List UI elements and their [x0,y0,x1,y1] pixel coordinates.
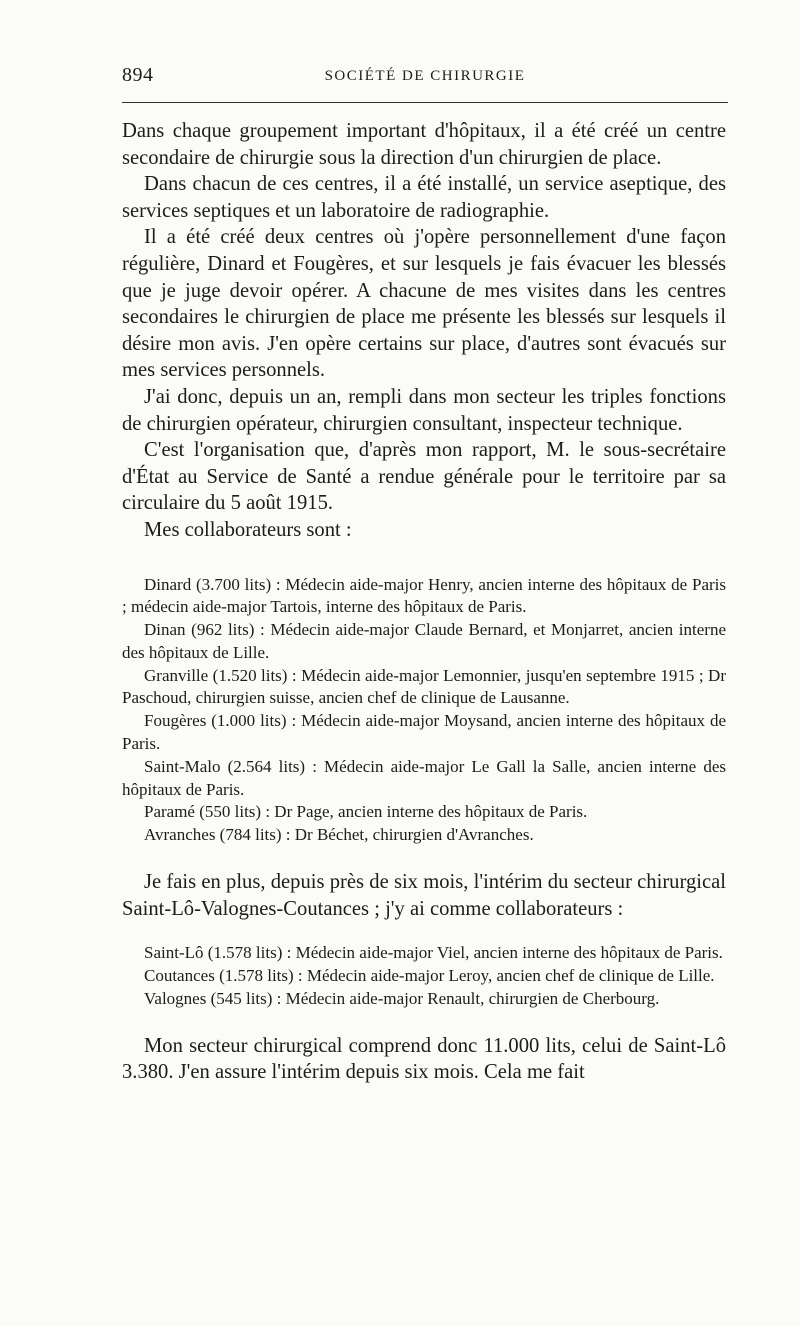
body-text [122,118,726,1086]
collaborator-entry: Fougères (1.000 lits) : Médecin aide-major Moysand, ancien interne des hôpitaux de Paris. [122,711,726,754]
page-header [122,64,728,90]
paragraph: Mes collaborateurs sont : [144,518,352,541]
collaborator-entry: Saint-Malo (2.564 lits) : Médecin aide-major Le Gall la Salle, ancien interne des hôpitaux de Paris. [122,756,726,799]
running-title: SOCIÉTÉ DE CHIRURGIE [324,68,526,84]
collaborator-entry: Valognes (545 lits) : Médecin aide-major Renault, chirurgien de Cherbourg. [144,988,660,1008]
collaborator-list-1 [122,574,726,848]
paragraph: J'ai donc, depuis un an, rempli dans mon secteur les triples fonctions de chirurgien opérateur, chirurgien consultant, inspecteur technique. [122,385,726,435]
paragraph: Je fais en plus, depuis près de six mois, l'intérim du secteur chirurgical Saint-Lô-Valognes-Coutances ; j'y ai comme collaborateurs : [122,871,726,920]
page-number: 894 [122,64,154,86]
paragraph: Dans chacun de ces centres, il a été installé, un service aseptique, des services septiques et un laboratoire de radiographie. [122,173,726,222]
paragraph: Mon secteur chirurgical comprend donc 11.000 lits, celui de Saint-Lô 3.380. J'en assure l'intérim depuis six mois. Cela me fait [122,1034,726,1084]
paragraph: C'est l'organisation que, d'après mon rapport, M. le sous-secrétaire d'État au Service de Santé a rendue générale pour le territoire par sa circulaire du 5 août 1915. [122,439,726,515]
header-rule [122,102,728,103]
collaborator-entry: Dinan (962 lits) : Médecin aide-major Claude Bernard, et Monjarret, ancien interne des hôpitaux de Lille. [122,620,726,662]
collaborator-entry: Paramé (550 lits) : Dr Page, ancien interne des hôpitaux de Paris. [144,802,588,822]
collaborator-list-2 [122,942,726,1010]
collaborator-entry: Granville (1.520 lits) : Médecin aide-major Lemonnier, jusqu'en septembre 1915 ; Dr Paschoud, chirurgien suisse, ancien chef de clinique de Lausanne. [122,665,726,708]
paragraph: Dans chaque groupement important d'hôpitaux, il a été créé un centre secondaire de chirurgie sous la direction d'un chirurgien de place. [122,120,726,169]
collaborator-entry: Coutances (1.578 lits) : Médecin aide-major Leroy, ancien chef de clinique de Lille. [144,966,715,986]
collaborator-entry: Dinard (3.700 lits) : Médecin aide-major Henry, ancien interne des hôpitaux de Paris ; médecin aide-major Tartois, interne des hôpitaux de Paris. [122,574,726,617]
collaborator-entry: Avranches (784 lits) : Dr Béchet, chirurgien d'Avranches. [144,825,534,845]
paragraph: Il a été créé deux centres où j'opère personnellement d'une façon régulière, Dinard et Fougères, et sur lesquels je fais évacuer les blessés que je juge devoir opérer. A chacune de mes visites dans les centres secondaires le chirurgien de place me présente les blessés sur lesquels il désire mon avis. J'en opère certains sur place, d'autres sont évacués sur mes services personnels. [122,226,726,382]
collaborator-entry: Saint-Lô (1.578 lits) : Médecin aide-major Viel, ancien interne des hôpitaux de Paris. [144,943,723,963]
